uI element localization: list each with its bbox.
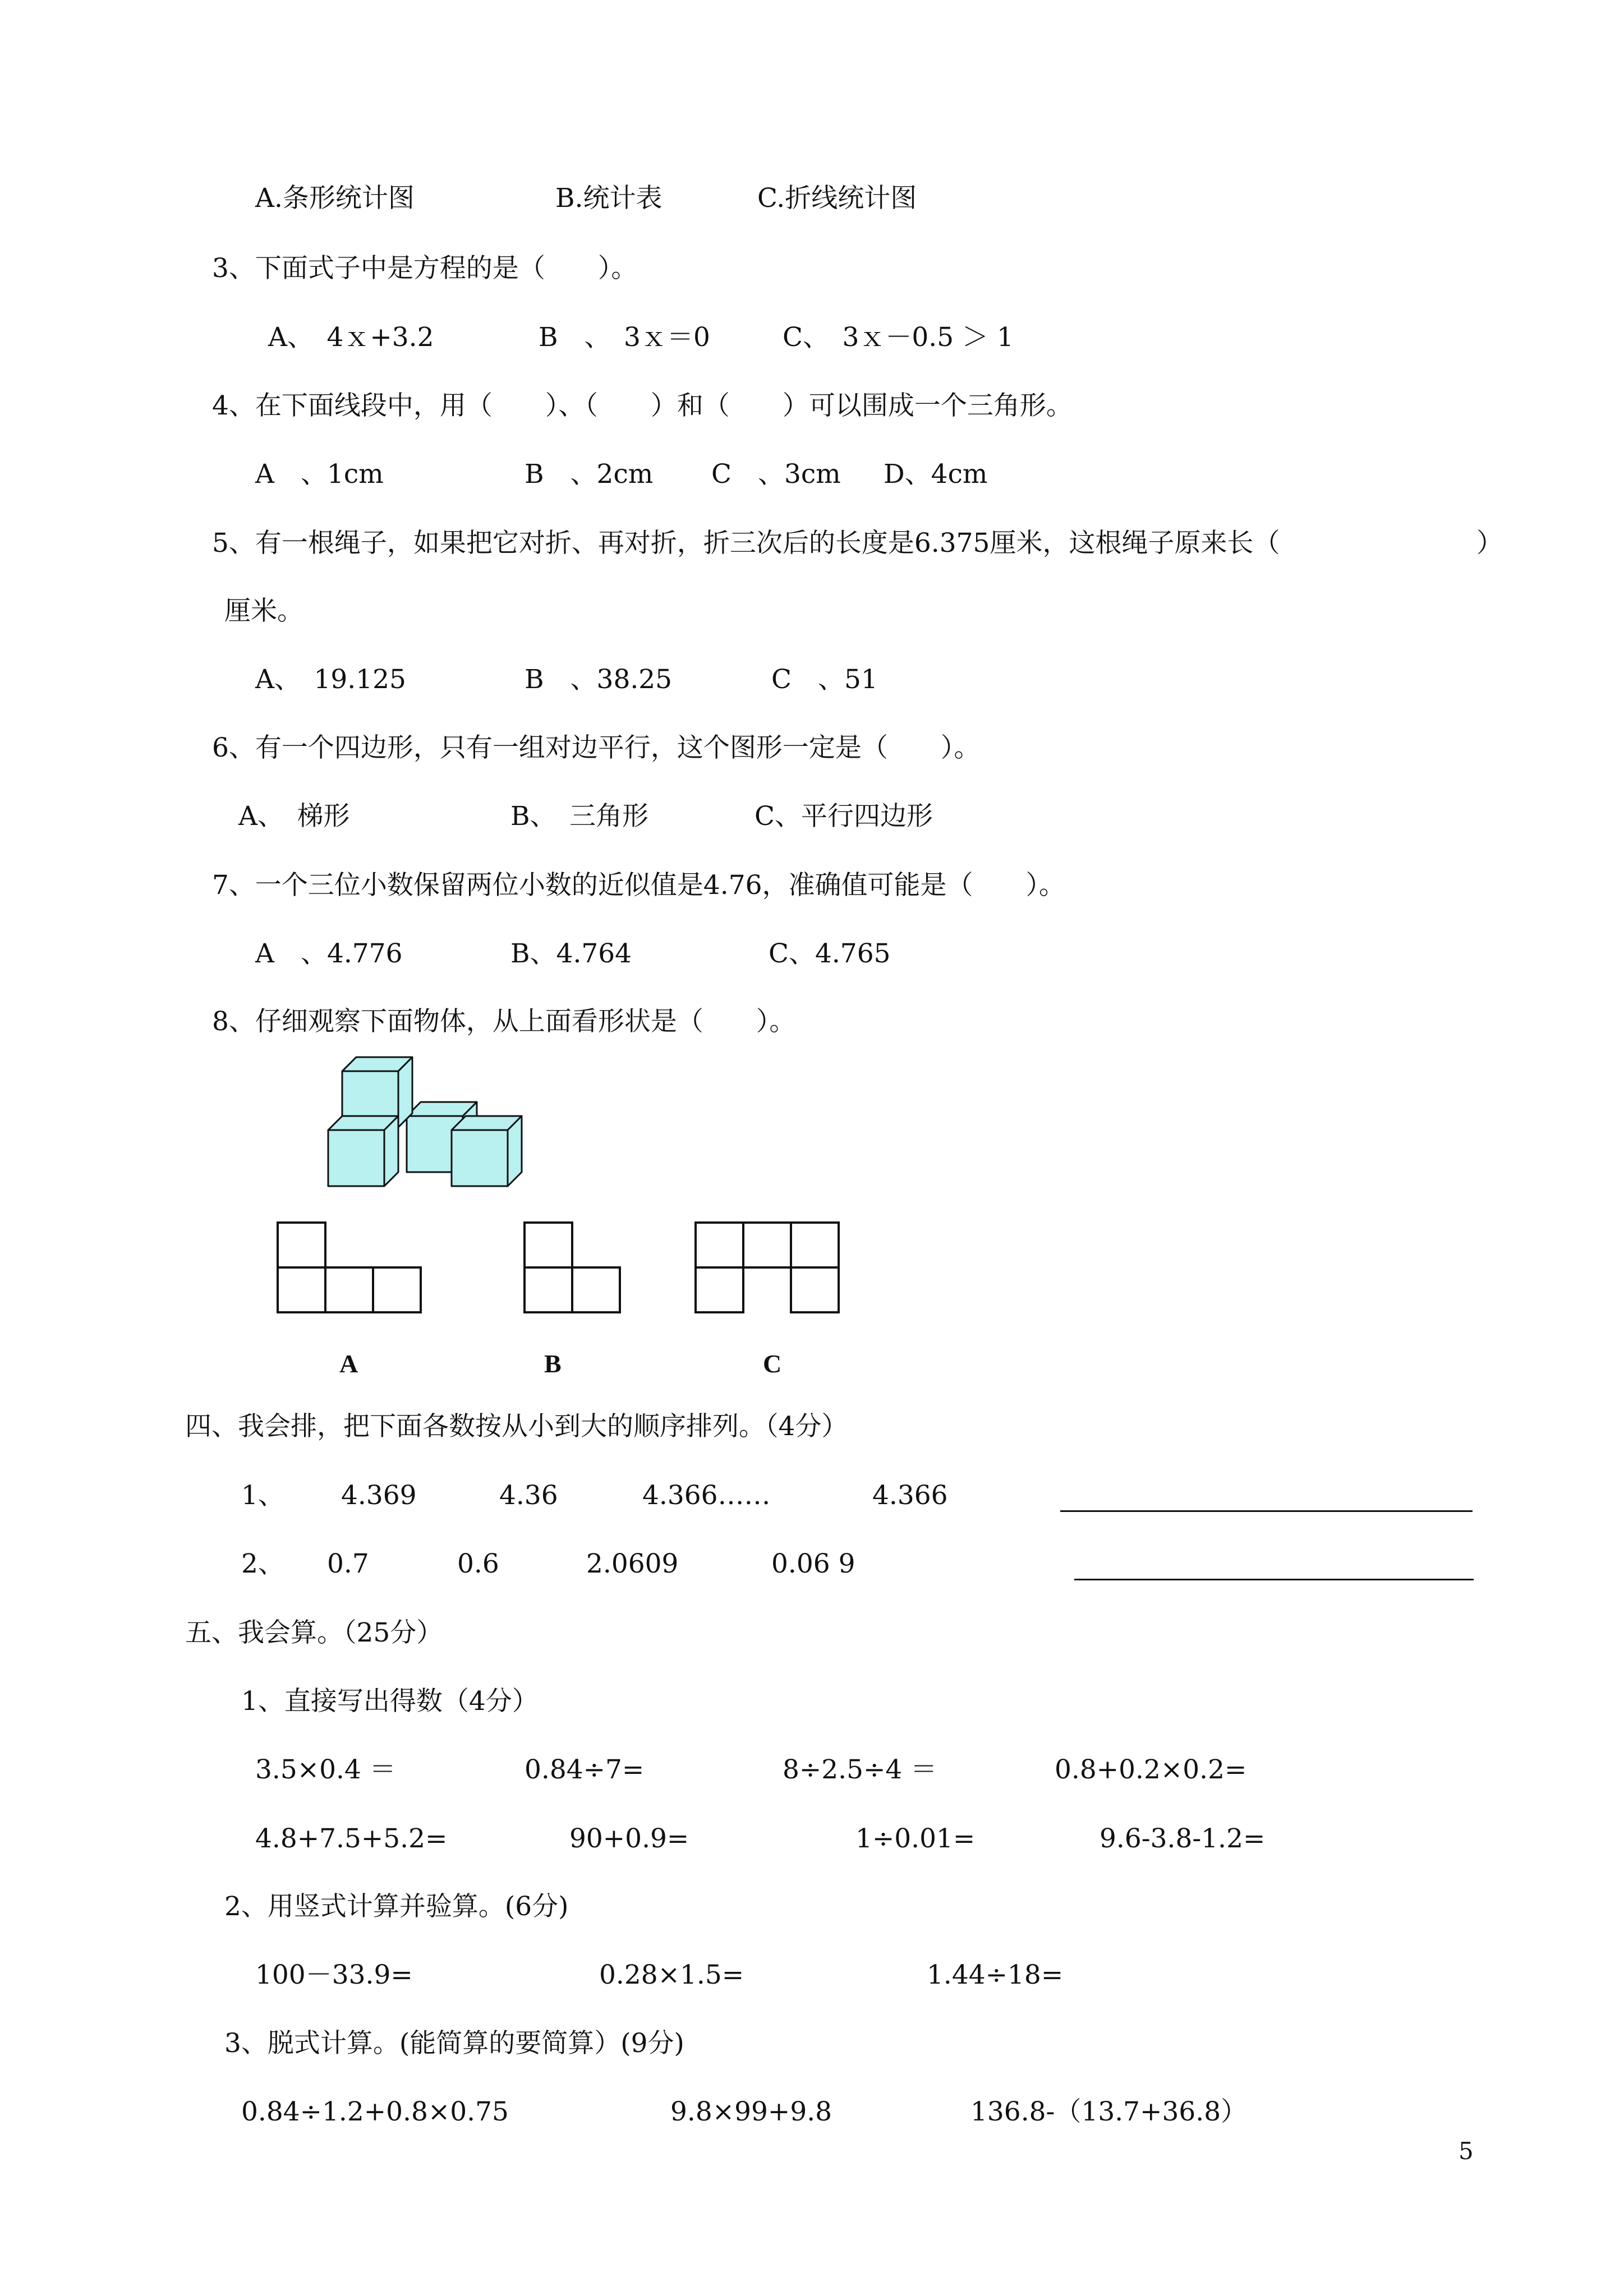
sort-row-1-value: 4.366 (872, 1480, 948, 1511)
q5-option-a: A、 19.125 (255, 664, 406, 695)
cube-front-left (328, 1116, 398, 1186)
q4-option-b: B 、2cm (525, 459, 654, 490)
stepwise-calc-item: 9.8×99+9.8 (670, 2096, 832, 2127)
option-b-label: B (544, 1349, 562, 1378)
q4-option-d: D、4cm (884, 459, 988, 490)
q3-stem: 3、下面式子中是方程的是（ ）。 (212, 253, 638, 284)
option-a-shape (275, 1220, 429, 1318)
vertical-calc-item: 0.28×1.5= (599, 1960, 744, 1990)
calc-item: 0.84÷7= (525, 1754, 645, 1785)
sub3-title: 3、脱式计算。(能简算的要简算）(9分) (224, 2028, 684, 2059)
sort-row-2-number: 2、 (241, 1548, 284, 1579)
q3-option-a: A、 4ｘ+3.2 (268, 322, 434, 353)
q6-option-b: B、 三角形 (510, 801, 649, 832)
sub1-title: 1、直接写出得数（4分） (241, 1686, 539, 1717)
q5-stem-close: ） (1476, 528, 1503, 559)
answer-line-2[interactable] (1074, 1579, 1474, 1580)
q4-option-a: A 、1cm (255, 459, 384, 490)
cube-figure (314, 1049, 561, 1195)
q5-stem-continued: 厘米。 (224, 596, 303, 626)
sort-row-1-value: 4.366…… (642, 1480, 771, 1511)
q4-option-c: C 、3cm (711, 459, 841, 490)
sort-row-1-number: 1、 (241, 1480, 284, 1511)
calc-item: 0.8+0.2×0.2= (1055, 1754, 1247, 1785)
q6-stem: 6、有一个四边形，只有一组对边平行，这个图形一定是（ ）。 (212, 732, 981, 763)
q2-option-c: C.折线统计图 (757, 183, 917, 214)
q7-stem: 7、一个三位小数保留两位小数的近似值是4.76，准确值可能是（ ）。 (212, 870, 1066, 901)
option-c-label: C (763, 1349, 782, 1378)
calc-item: 9.6-3.8-1.2= (1099, 1823, 1266, 1854)
q8-stem: 8、仔细观察下面物体，从上面看形状是（ ）。 (212, 1006, 796, 1037)
q5-stem: 5、有一根绳子，如果把它对折、再对折，折三次后的长度是6.375厘米，这根绳子原来长（ (212, 528, 1280, 559)
q2-option-b: B.统计表 (555, 183, 663, 214)
calc-item: 3.5×0.4 ＝ (255, 1754, 396, 1785)
cube-front-right (452, 1116, 522, 1186)
section-5-title: 五、我会算。（25分） (185, 1617, 443, 1648)
q7-option-b: B、4.764 (510, 938, 632, 969)
sort-row-1-value: 4.369 (341, 1480, 417, 1511)
q7-option-c: C、4.765 (769, 938, 891, 969)
q6-option-a: A、 梯形 (238, 801, 350, 832)
q5-option-b: B 、38.25 (525, 664, 673, 695)
q2-option-a: A.条形统计图 (255, 183, 415, 214)
q3-option-c: C、 3ｘ－0.5 ＞ 1 (783, 322, 1014, 353)
option-c-shape (693, 1220, 847, 1318)
q5-option-c: C 、51 (771, 664, 878, 695)
calc-item: 1÷0.01= (855, 1823, 976, 1854)
stepwise-calc-item: 0.84÷1.2+0.8×0.75 (241, 2096, 509, 2127)
calc-item: 8÷2.5÷4 ＝ (783, 1754, 937, 1785)
sort-row-1-value: 4.36 (499, 1480, 558, 1511)
sort-row-2-value: 0.6 (457, 1548, 499, 1579)
page-number: 5 (1459, 2137, 1474, 2165)
q7-option-a: A 、4.776 (255, 938, 403, 969)
stepwise-calc-item: 136.8-（13.7+36.8） (970, 2096, 1248, 2127)
option-a-label: A (339, 1349, 358, 1378)
sub2-title: 2、用竖式计算并验算。(6分) (224, 1891, 569, 1922)
q6-option-c: C、平行四边形 (755, 801, 933, 832)
sort-row-2-value: 2.0609 (586, 1548, 679, 1579)
vertical-calc-item: 100－33.9= (255, 1960, 413, 1990)
q4-stem: 4、在下面线段中，用（ ）、（ ）和（ ）可以围成一个三角形。 (212, 390, 1073, 421)
section-4-title: 四、我会排，把下面各数按从小到大的顺序排列。（4分） (185, 1411, 848, 1442)
sort-row-2-value: 0.7 (327, 1548, 369, 1579)
answer-line-1[interactable] (1060, 1510, 1473, 1512)
calc-item: 4.8+7.5+5.2= (255, 1823, 448, 1854)
option-b-shape (522, 1220, 628, 1318)
sort-row-2-value: 0.06 9 (771, 1548, 855, 1579)
vertical-calc-item: 1.44÷18= (927, 1960, 1064, 1990)
q3-option-b: B 、 3ｘ＝0 (539, 322, 710, 353)
calc-item: 90+0.9= (569, 1823, 689, 1854)
